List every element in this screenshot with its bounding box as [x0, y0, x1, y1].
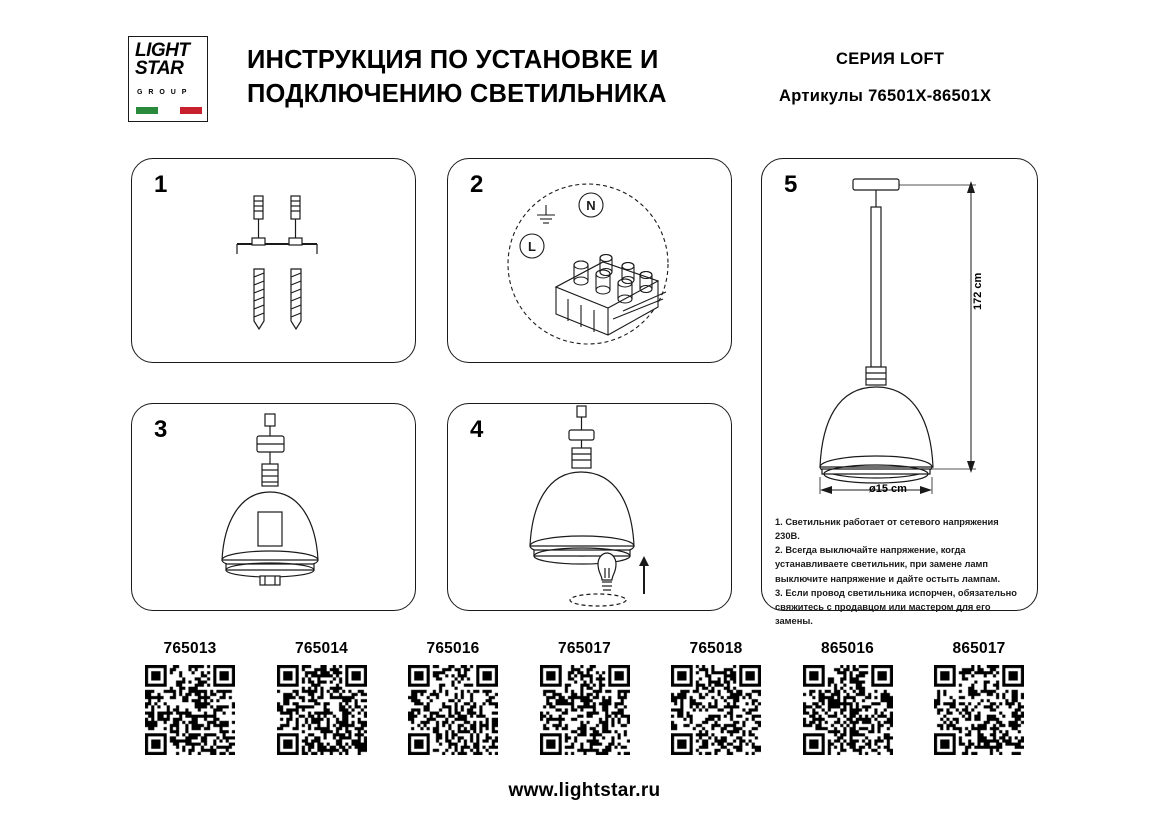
logo-subtitle: G R O U P [137, 89, 189, 96]
list-item [920, 640, 1038, 755]
step-3-illustration [132, 404, 417, 612]
product-code: 865016 [821, 640, 874, 657]
list-item [394, 640, 512, 755]
step-number-1: 1 [154, 171, 168, 198]
product-code-list [131, 640, 1038, 755]
height-dimension-label: 172 cm [972, 272, 984, 310]
step-panel-3 [131, 403, 416, 611]
step-panel-1 [131, 158, 416, 363]
safety-note-2: 2. Всегда выключайте напряжение, когда устанавливаете светильник, при замене ламп выключите напряжение и дайте остыть лампам. [775, 545, 1001, 584]
list-item [526, 640, 644, 755]
qr-code-icon [671, 665, 761, 755]
step-number-2: 2 [470, 171, 484, 198]
logo-line-1: LIGHT [135, 40, 190, 61]
product-code: 865017 [952, 640, 1006, 657]
step-panel-4 [447, 403, 732, 611]
step-2-illustration [448, 159, 733, 364]
step-number-4: 4 [470, 416, 484, 443]
product-code: 765018 [689, 640, 743, 657]
qr-code-icon [540, 665, 630, 755]
step-number-3: 3 [154, 416, 168, 443]
page-title: ИНСТРУКЦИЯ ПО УСТАНОВКЕ И ПОДКЛЮЧЕНИЮ СВЕТИЛЬНИКА [247, 46, 667, 108]
qr-code-icon [408, 665, 498, 755]
list-item [789, 640, 907, 755]
qr-code-icon [277, 665, 367, 755]
list-item [263, 640, 381, 755]
qr-code-icon [934, 665, 1024, 755]
list-item [657, 640, 775, 755]
brand-logo [128, 36, 208, 122]
safety-note-3: 3. Если провод светильника испорчен, обязательно свяжитесь с продавцом или мастером для его замены. [775, 587, 1017, 626]
product-code: 765017 [558, 640, 611, 657]
qr-code-icon [803, 665, 893, 755]
qr-code-icon [145, 665, 235, 755]
terminal-label-n: N [586, 198, 596, 213]
step-1-illustration [132, 159, 417, 364]
series-label: СЕРИЯ LOFT [836, 50, 945, 68]
product-code: 765014 [295, 640, 348, 657]
safety-notes [775, 515, 1025, 628]
step-panel-2 [447, 158, 732, 363]
italy-flag-icon [136, 107, 202, 114]
list-item [131, 640, 249, 755]
articles-label: Артикулы 76501Х-86501Х [779, 87, 992, 105]
terminal-label-l: L [528, 239, 536, 254]
website-url: www.lightstar.ru [508, 780, 661, 801]
product-code: 765013 [163, 640, 217, 657]
logo-line-2: STAR [135, 58, 184, 80]
diameter-dimension-label: ø15 cm [869, 483, 907, 495]
safety-note-1: 1. Светильник работает от сетевого напряжения 230В. [775, 517, 999, 542]
logo-wordmark [135, 42, 190, 78]
product-code: 765016 [426, 640, 480, 657]
step-4-illustration [448, 404, 733, 612]
step-number-5: 5 [784, 171, 798, 198]
